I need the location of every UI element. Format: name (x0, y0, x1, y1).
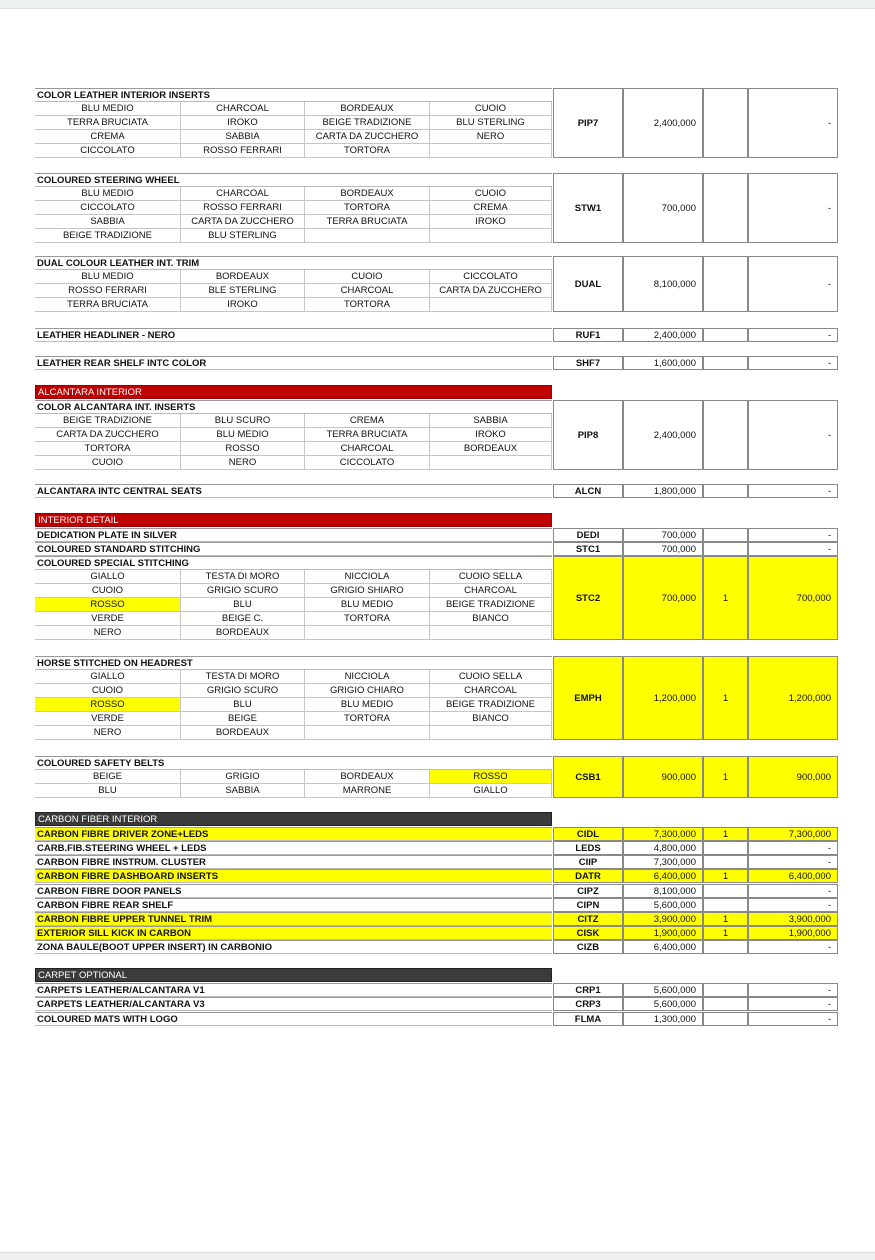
color-option: GIALLO (430, 784, 552, 798)
option-total: - (748, 884, 838, 898)
color-option: BEIGE TRADIZIONE (430, 598, 552, 612)
color-option (430, 229, 552, 243)
color-option: BLU MEDIO (305, 698, 430, 712)
item-title: CARBON FIBRE DASHBOARD INSERTS (35, 869, 552, 883)
color-option: BIANCO (430, 712, 552, 726)
item-title: CARPETS LEATHER/ALCANTARA V3 (35, 997, 552, 1011)
color-option: ROSSO (430, 770, 552, 784)
color-option: BLU STERLING (430, 116, 552, 130)
color-option (305, 626, 430, 640)
option-quantity (703, 328, 748, 342)
option-quantity: 1 (703, 556, 748, 640)
color-option: CARTA DA ZUCCHERO (430, 284, 552, 298)
option-total: - (748, 256, 838, 312)
option-code: STC1 (553, 542, 623, 556)
item-title: ZONA BAULE(BOOT UPPER INSERT) IN CARBONIO (35, 940, 552, 954)
color-option: CARTA DA ZUCCHERO (305, 130, 430, 144)
color-option: CHARCOAL (305, 284, 430, 298)
color-option: TORTORA (305, 612, 430, 626)
color-option: BLU (181, 698, 305, 712)
color-option: NERO (35, 626, 181, 640)
color-option: NERO (181, 456, 305, 470)
option-code: CIZB (553, 940, 623, 954)
option-quantity (703, 855, 748, 869)
item-title: CARBON FIBRE DOOR PANELS (35, 884, 552, 898)
color-option: NERO (430, 130, 552, 144)
color-option: GRIGIO SCURO (181, 584, 305, 598)
option-quantity (703, 997, 748, 1011)
color-option: TORTORA (305, 712, 430, 726)
color-option: CHARCOAL (305, 442, 430, 456)
color-option (305, 229, 430, 243)
color-option: NICCIOLA (305, 670, 430, 684)
item-title: COLOURED STEERING WHEEL (35, 173, 552, 187)
option-quantity (703, 542, 748, 556)
option-price: 3,900,000 (623, 912, 703, 926)
option-total: - (748, 400, 838, 470)
color-option: BEIGE TRADIZIONE (35, 414, 181, 428)
color-option: ROSSO (181, 442, 305, 456)
item-title: CARBON FIBRE DRIVER ZONE+LEDS (35, 827, 552, 841)
option-quantity: 1 (703, 827, 748, 841)
option-price: 8,100,000 (623, 256, 703, 312)
option-code: FLMA (553, 1012, 623, 1026)
color-option: IROKO (430, 428, 552, 442)
option-price: 6,400,000 (623, 869, 703, 883)
color-option: CHARCOAL (181, 187, 305, 201)
color-option: TERRA BRUCIATA (305, 215, 430, 229)
color-option: CUOIO SELLA (430, 670, 552, 684)
option-code: CRP1 (553, 983, 623, 997)
option-total: 3,900,000 (748, 912, 838, 926)
color-option: MARRONE (305, 784, 430, 798)
section-banner: CARBON FIBER INTERIOR (35, 812, 552, 826)
option-price: 6,400,000 (623, 940, 703, 954)
option-quantity: 1 (703, 656, 748, 740)
option-code: STC2 (553, 556, 623, 640)
color-option: TORTORA (305, 144, 430, 158)
color-option (305, 726, 430, 740)
color-option: BORDEAUX (305, 770, 430, 784)
item-title: LEATHER REAR SHELF INTC COLOR (35, 356, 552, 370)
color-option: CUOIO (430, 102, 552, 116)
option-quantity (703, 88, 748, 158)
color-option: CREMA (430, 201, 552, 215)
color-option: NERO (35, 726, 181, 740)
option-quantity: 1 (703, 869, 748, 883)
option-price: 1,200,000 (623, 656, 703, 740)
option-total: - (748, 940, 838, 954)
option-code: CIPZ (553, 884, 623, 898)
color-option: TORTORA (35, 442, 181, 456)
color-option: CARTA DA ZUCCHERO (181, 215, 305, 229)
option-price: 5,600,000 (623, 898, 703, 912)
option-code: STW1 (553, 173, 623, 243)
color-option: GIALLO (35, 670, 181, 684)
option-quantity (703, 983, 748, 997)
color-option (430, 298, 552, 312)
option-price: 900,000 (623, 756, 703, 798)
option-code: CISK (553, 926, 623, 940)
option-code: PIP8 (553, 400, 623, 470)
option-quantity: 1 (703, 926, 748, 940)
color-option (430, 726, 552, 740)
item-title: CARBON FIBRE UPPER TUNNEL TRIM (35, 912, 552, 926)
option-quantity (703, 256, 748, 312)
color-option: GRIGIO (181, 770, 305, 784)
item-title: DEDICATION PLATE IN SILVER (35, 528, 552, 542)
option-code: DATR (553, 869, 623, 883)
item-title: CARPETS LEATHER/ALCANTARA V1 (35, 983, 552, 997)
option-total: - (748, 983, 838, 997)
color-option: GRIGIO SCURO (181, 684, 305, 698)
color-option: CREMA (305, 414, 430, 428)
option-price: 700,000 (623, 528, 703, 542)
option-code: CIIP (553, 855, 623, 869)
color-option: SABBIA (430, 414, 552, 428)
option-price: 4,800,000 (623, 841, 703, 855)
option-code: EMPH (553, 656, 623, 740)
color-option: BORDEAUX (181, 726, 305, 740)
option-total: - (748, 542, 838, 556)
color-option: CICCOLATO (35, 201, 181, 215)
color-option: BORDEAUX (181, 270, 305, 284)
option-quantity (703, 841, 748, 855)
color-option: CUOIO (305, 270, 430, 284)
option-total: - (748, 855, 838, 869)
color-option: SABBIA (35, 215, 181, 229)
option-quantity: 1 (703, 912, 748, 926)
color-option: IROKO (181, 116, 305, 130)
option-quantity (703, 356, 748, 370)
color-option: BORDEAUX (181, 626, 305, 640)
item-title: CARBON FIBRE INSTRUM. CLUSTER (35, 855, 552, 869)
color-option: CICCOLATO (430, 270, 552, 284)
item-title: COLOURED MATS WITH LOGO (35, 1012, 552, 1026)
option-price: 7,300,000 (623, 855, 703, 869)
option-total: - (748, 997, 838, 1011)
color-option: CUOIO (35, 584, 181, 598)
option-total: - (748, 528, 838, 542)
color-option: ROSSO FERRARI (35, 284, 181, 298)
color-option: ROSSO (35, 598, 181, 612)
color-option: CUOIO (430, 187, 552, 201)
color-option: ROSSO FERRARI (181, 144, 305, 158)
option-quantity (703, 940, 748, 954)
option-code: CIPN (553, 898, 623, 912)
option-code: RUF1 (553, 328, 623, 342)
color-option: BLU MEDIO (181, 428, 305, 442)
color-option: GRIGIO SHIARO (305, 584, 430, 598)
item-title: CARBON FIBRE REAR SHELF (35, 898, 552, 912)
option-total: - (748, 88, 838, 158)
option-code: CRP3 (553, 997, 623, 1011)
option-quantity (703, 173, 748, 243)
option-price: 8,100,000 (623, 884, 703, 898)
color-option: BORDEAUX (430, 442, 552, 456)
color-option: IROKO (430, 215, 552, 229)
option-code: ALCN (553, 484, 623, 498)
color-option: TERRA BRUCIATA (35, 116, 181, 130)
color-option: CUOIO (35, 684, 181, 698)
color-option: BLU MEDIO (35, 187, 181, 201)
color-option: BORDEAUX (305, 102, 430, 116)
option-quantity (703, 528, 748, 542)
color-option: TORTORA (305, 298, 430, 312)
option-price: 2,400,000 (623, 328, 703, 342)
color-option (430, 626, 552, 640)
option-price: 1,800,000 (623, 484, 703, 498)
item-title: COLOURED SPECIAL STITCHING (35, 556, 552, 570)
color-option: BLU MEDIO (35, 102, 181, 116)
option-total: 6,400,000 (748, 869, 838, 883)
color-option: CARTA DA ZUCCHERO (35, 428, 181, 442)
color-option: GRIGIO CHIARO (305, 684, 430, 698)
option-price: 1,900,000 (623, 926, 703, 940)
option-price: 2,400,000 (623, 400, 703, 470)
color-option: ROSSO FERRARI (181, 201, 305, 215)
option-total: 700,000 (748, 556, 838, 640)
item-title: DUAL COLOUR LEATHER INT. TRIM (35, 256, 552, 270)
color-option: BLU MEDIO (305, 598, 430, 612)
color-option: BLU (181, 598, 305, 612)
color-option: CREMA (35, 130, 181, 144)
color-option: BORDEAUX (305, 187, 430, 201)
color-option: TESTA DI MORO (181, 570, 305, 584)
option-total: - (748, 841, 838, 855)
item-title: COLOURED SAFETY BELTS (35, 756, 552, 770)
item-title: HORSE STITCHED ON HEADREST (35, 656, 552, 670)
color-option: BLE STERLING (181, 284, 305, 298)
option-total: 1,900,000 (748, 926, 838, 940)
item-title: EXTERIOR SILL KICK IN CARBON (35, 926, 552, 940)
color-option: BLU SCURO (181, 414, 305, 428)
option-code: CIDL (553, 827, 623, 841)
item-title: CARB.FIB.STEERING WHEEL + LEDS (35, 841, 552, 855)
option-quantity (703, 884, 748, 898)
color-option: GIALLO (35, 570, 181, 584)
option-price: 1,300,000 (623, 1012, 703, 1026)
color-option: BEIGE (35, 770, 181, 784)
option-code: DEDI (553, 528, 623, 542)
option-code: PIP7 (553, 88, 623, 158)
option-total: - (748, 484, 838, 498)
color-option: CICCOLATO (35, 144, 181, 158)
item-title: COLOR ALCANTARA INT. INSERTS (35, 400, 552, 414)
color-option: BEIGE TRADIZIONE (35, 229, 181, 243)
color-option: CICCOLATO (305, 456, 430, 470)
option-total: - (748, 898, 838, 912)
option-quantity (703, 898, 748, 912)
option-total: - (748, 1012, 838, 1026)
color-option: CUOIO SELLA (430, 570, 552, 584)
option-price: 2,400,000 (623, 88, 703, 158)
item-title: COLOURED STANDARD STITCHING (35, 542, 552, 556)
option-price: 5,600,000 (623, 983, 703, 997)
color-option: CHARCOAL (430, 584, 552, 598)
item-title: LEATHER HEADLINER - NERO (35, 328, 552, 342)
color-option: TERRA BRUCIATA (35, 298, 181, 312)
item-title: ALCANTARA INTC CENTRAL SEATS (35, 484, 552, 498)
option-total: - (748, 173, 838, 243)
color-option: TESTA DI MORO (181, 670, 305, 684)
color-option: BEIGE C. (181, 612, 305, 626)
option-total: - (748, 328, 838, 342)
color-option: BLU (35, 784, 181, 798)
option-price: 5,600,000 (623, 997, 703, 1011)
color-option: TERRA BRUCIATA (305, 428, 430, 442)
option-code: LEDS (553, 841, 623, 855)
color-option: SABBIA (181, 784, 305, 798)
color-option: CUOIO (35, 456, 181, 470)
color-option: ROSSO (35, 698, 181, 712)
section-banner: ALCANTARA INTERIOR (35, 385, 552, 399)
color-option: BIANCO (430, 612, 552, 626)
color-option: BEIGE TRADIZIONE (430, 698, 552, 712)
color-option: BEIGE (181, 712, 305, 726)
option-code: CITZ (553, 912, 623, 926)
color-option: BEIGE TRADIZIONE (305, 116, 430, 130)
option-price: 700,000 (623, 542, 703, 556)
option-code: DUAL (553, 256, 623, 312)
color-option: NICCIOLA (305, 570, 430, 584)
color-option: SABBIA (181, 130, 305, 144)
color-option: CHARCOAL (430, 684, 552, 698)
color-option: TORTORA (305, 201, 430, 215)
option-price: 1,600,000 (623, 356, 703, 370)
color-option: VERDE (35, 712, 181, 726)
option-price: 7,300,000 (623, 827, 703, 841)
item-title: COLOR LEATHER INTERIOR INSERTS (35, 88, 552, 102)
color-option: CHARCOAL (181, 102, 305, 116)
section-banner: CARPET OPTIONAL (35, 968, 552, 982)
option-price: 700,000 (623, 173, 703, 243)
color-option: VERDE (35, 612, 181, 626)
option-quantity (703, 400, 748, 470)
option-quantity: 1 (703, 756, 748, 798)
option-code: SHF7 (553, 356, 623, 370)
option-total: 900,000 (748, 756, 838, 798)
color-option: BLU MEDIO (35, 270, 181, 284)
color-option (430, 144, 552, 158)
color-option (430, 456, 552, 470)
option-total: - (748, 356, 838, 370)
color-option: IROKO (181, 298, 305, 312)
option-total: 1,200,000 (748, 656, 838, 740)
option-price: 700,000 (623, 556, 703, 640)
color-option: BLU STERLING (181, 229, 305, 243)
option-quantity (703, 1012, 748, 1026)
option-code: CSB1 (553, 756, 623, 798)
option-quantity (703, 484, 748, 498)
option-total: 7,300,000 (748, 827, 838, 841)
section-banner: INTERIOR DETAIL (35, 513, 552, 527)
